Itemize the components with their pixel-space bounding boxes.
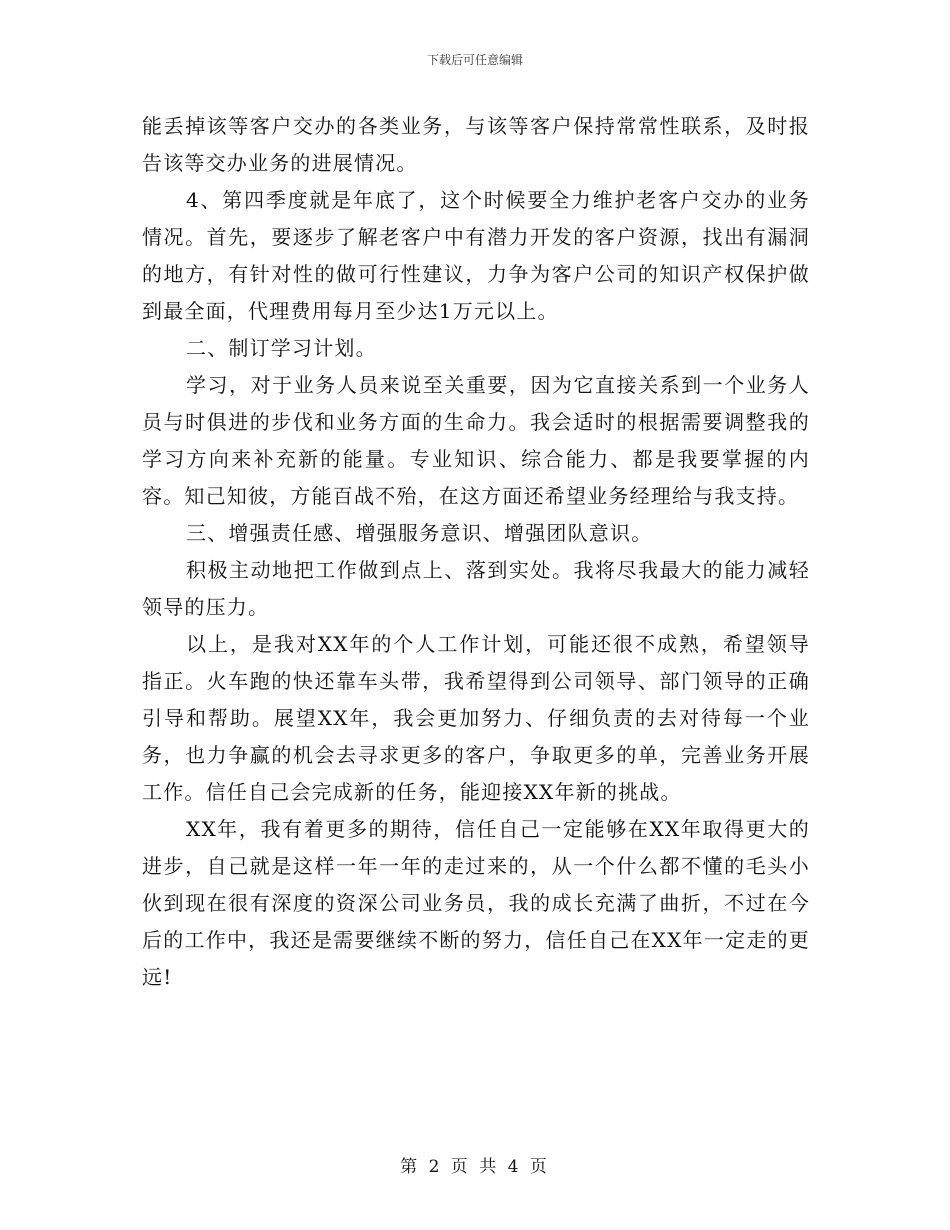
page-header: 下载后可任意编辑 xyxy=(426,53,523,67)
paragraph: 能丢掉该等客户交办的各类业务，与该等客户保持常常性联系，及时报告该等交办业务的进展情况。 xyxy=(142,114,810,175)
paragraph: 4、第四季度就是年底了，这个时候要全力维护老客户交办的业务情况。首先，要逐步了解老客户中有潜力开发的客户资源，找出有漏洞的地方，有针对性的做可行性建议，力争为客户公司的知识产权保护做到最全面，代理费用每月至少达1万元以上。 xyxy=(142,188,810,323)
section-heading: 二、制订学习计划。 xyxy=(186,336,377,360)
paragraph: 学习，对于业务人员来说至关重要，因为它直接关系到一个业务人员与时俱进的步伐和业务方面的生命力。我会适时的根据需要调整我的学习方向来补充新的能量。专业知识、综合能力、都是我要掌握的内容。知己知彼，方能百战不殆，在这方面还希望业务经理给与我支持。 xyxy=(142,373,810,508)
section-heading: 三、增强责任感、增强服务意识、增强团队意识。 xyxy=(186,521,653,545)
page-number: 第 2 页 共 4 页 xyxy=(400,1157,550,1177)
paragraph: 积极主动地把工作做到点上、落到实处。我将尽我最大的能力减轻领导的压力。 xyxy=(142,558,810,619)
document-body xyxy=(142,108,810,996)
paragraph: XX年，我有着更多的期待，信任自己一定能够在XX年取得更大的进步，自己就是这样一年一年的走过来的，从一个什么都不懂的毛头小伙到现在很有深度的资深公司业务员，我的成长充满了曲折，不过在今后的工作中，我还是需要继续不断的努力，信任自己在XX年一定走的更远! xyxy=(142,817,810,989)
paragraph: 以上，是我对XX年的个人工作计划，可能还很不成熟，希望领导指正。火车跑的快还靠车头带，我希望得到公司领导、部门领导的正确引导和帮助。展望XX年，我会更加努力、仔细负责的去对待每一个业务，也力争赢的机会去寻求更多的客户，争取更多的单，完善业务开展工作。信任自己会完成新的任务，能迎接XX年新的挑战。 xyxy=(142,632,810,804)
